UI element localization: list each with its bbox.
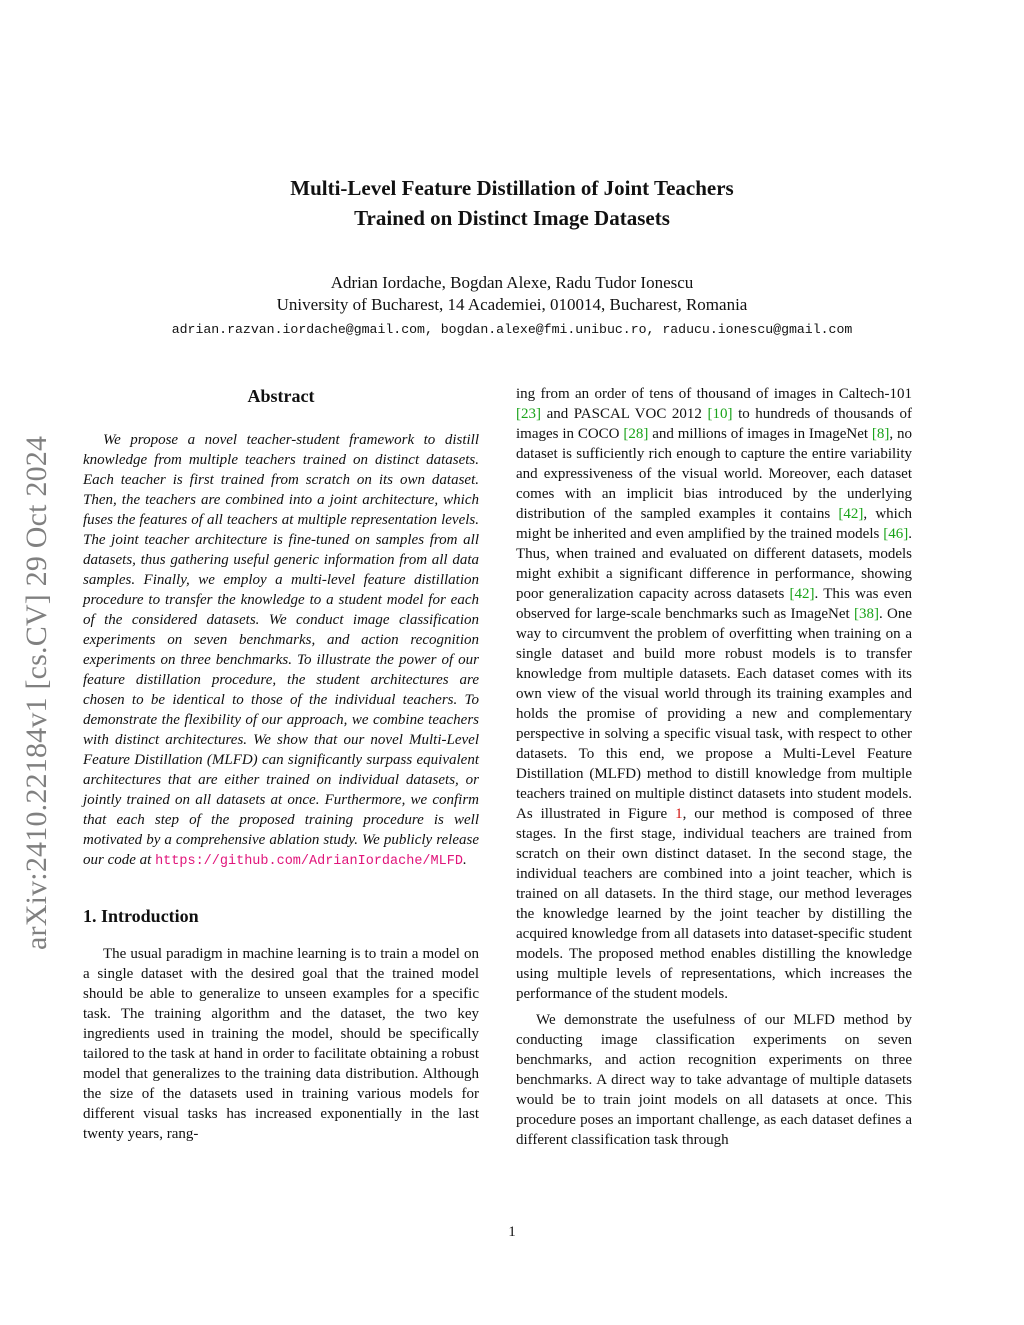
abstract-heading: Abstract (247, 386, 315, 406)
intro-text-segment: . One way to circumvent the problem of overfitting when training on a single dataset and build more robust models is to transfer knowledge from multiple datasets. Each dataset comes with its own view of the visual world through its training examples and holds the promise of providing a new and complementary perspective in solving a specific visual task, with respect to other datasets. To this end, we propose a Multi-Level Feature Distillation (MLFD) method to distill knowledge from multiple teachers trained on multiple distinct datasets into student models. As illustrated in Figure (516, 606, 912, 822)
abstract-text (83, 430, 479, 872)
intro-text-segment: ing from an order of tens of thousand of images in Caltech-101 (516, 386, 912, 402)
citation-link[interactable]: [46] (883, 526, 909, 542)
intro-text-segment: and PASCAL VOC 2012 (541, 406, 708, 422)
citation-link[interactable]: [42] (838, 506, 864, 522)
right-column (516, 384, 912, 1156)
intro-text-segment: . This was even observed for large-scale benchmarks such as ImageNet (516, 586, 912, 622)
citation-link[interactable]: [10] (707, 406, 733, 422)
abstract-body: We propose a novel teacher-student framework to distill knowledge from multiple teachers trained on distinct datasets. Each teacher is first trained from scratch on its own dataset. Then, the teachers are combined into a joint architecture, which fuses the features of all teachers at multiple representation levels. The joint teacher architecture is fine-tuned on samples from all datasets, thus gathering useful generic information from all data samples. Finally, we employ a multi-level feature distillation procedure to transfer the knowledge to a student model for each of the considered datasets. We conduct image classification experiments on seven benchmarks, and action recognition experiments on three benchmarks. To illustrate the power of our feature distillation procedure, the student architectures are chosen to be identical to those of the individual teachers. To demonstrate the flexibility of our approach, we combine teachers with distinct architectures. We show that our novel Multi-Level Feature Distillation (MLFD) can significantly surpass equivalent architectures that are either trained on individual datasets, or jointly trained on all datasets at once. Furthermore, we confirm that each step of the proposed training procedure is well motivated by a comprehensive ablation study. We publicly release our code at (83, 432, 479, 868)
introduction-heading: 1. Introduction (83, 906, 199, 926)
citation-link[interactable]: [42] (789, 586, 815, 602)
figure-reference-link[interactable]: 1 (675, 806, 683, 822)
intro-text-segment: to hundreds of thousands of images in COCO (516, 406, 912, 442)
citation-link[interactable]: [8] (871, 426, 890, 442)
intro-paragraph-3: We demonstrate the usefulness of our MLFD method by conducting image classification experiments on seven benchmarks, and action recognition experiments on three benchmarks. A direct way to take advantage of multiple datasets would be to train joint models on all datasets at once. This procedure poses an important challenge, as each dataset defines a different classification task through (516, 1012, 912, 1148)
page-number: 1 (508, 1224, 516, 1240)
citation-link[interactable]: [23] (516, 406, 541, 422)
arxiv-identifier-stamp: arXiv:2410.22184v1 [cs.CV] 29 Oct 2024 (20, 435, 53, 950)
left-column (83, 386, 479, 1150)
title-line-1: Multi-Level Feature Distillation of Joint Teachers (290, 176, 734, 200)
author-emails: adrian.razvan.iordache@gmail.com, bogdan.alexe@fmi.unibuc.ro, raducu.ionescu@gmail.com (171, 322, 853, 337)
intro-text-segment: , which might be inherited and even amplified by the trained models (516, 506, 912, 542)
author-block (0, 272, 1024, 316)
paper-title (0, 173, 1024, 233)
intro-text-segment: , our method is composed of three stages. In the first stage, individual teachers are trained from scratch on their own distinct dataset. In the second stage, the individual teachers are combined into a joint teacher, which is trained on all datasets. In the third stage, our method leverages the knowledge learned by the joint teacher by distilling the acquired knowledge from all datasets into dataset-specific student models. The proposed method enables distilling the knowledge using multiple levels of representations, which increases the performance of the student models. (516, 806, 912, 1002)
citation-link[interactable]: [28] (623, 426, 649, 442)
abstract-period: . (462, 852, 467, 868)
intro-text-segment: , no dataset is sufficiently rich enough to capture the entire variability and expressiveness of the visual world. Moreover, each dataset comes with an implicit bias introduced by the underlying distribution of the sampled examples it contains (516, 426, 912, 522)
code-repository-link[interactable]: https://github.com/AdrianIordache/MLFD (155, 854, 463, 869)
intro-text-segment: . Thus, when trained and evaluated on different datasets, models might exhibit a significant difference in performance, showing poor generalization capacity across datasets (516, 526, 912, 602)
intro-text-segment: and millions of images in ImageNet (648, 426, 872, 442)
intro-paragraph-1: The usual paradigm in machine learning is to train a model on a single dataset with the desired goal that the trained model should be able to generalize to unseen examples for a specific task. The training algorithm and the dataset, the two key ingredients used in training the model, should be specifically tailored to the task at hand in order to facilitate obtaining a robust model that generalizes to the training data distribution. Although the size of the datasets used in training various models for different visual tasks has increased exponentially in the last twenty years, rang- (83, 946, 479, 1142)
title-line-2: Trained on Distinct Image Datasets (354, 206, 670, 230)
author-names: Adrian Iordache, Bogdan Alexe, Radu Tudor Ionescu (330, 273, 694, 292)
intro-paragraph-2 (516, 384, 912, 1004)
citation-link[interactable]: [38] (853, 606, 879, 622)
author-affiliation: University of Bucharest, 14 Academiei, 010014, Bucharest, Romania (276, 295, 748, 314)
